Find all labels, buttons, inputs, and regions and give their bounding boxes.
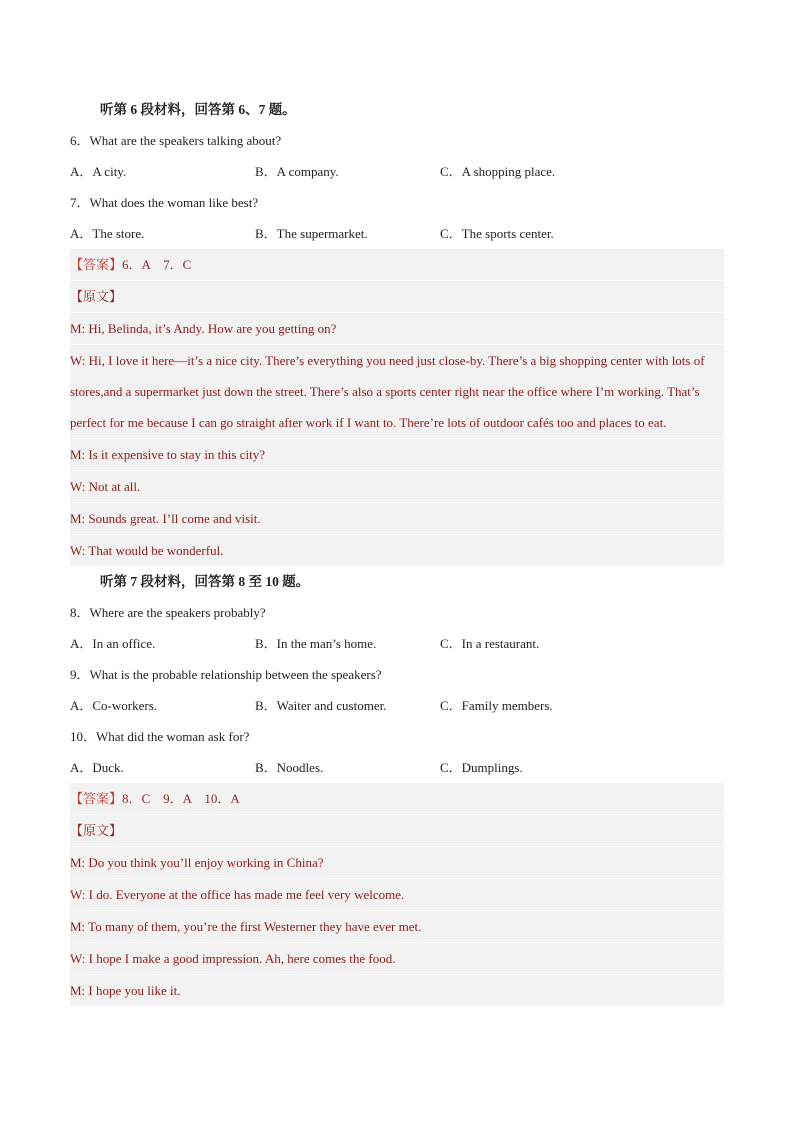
transcript-line: W: That would be wonderful. (70, 534, 724, 566)
answer-text: 6．A 7．C (122, 257, 192, 272)
answer-label: 【答案】 (70, 791, 123, 806)
option-a: A．The store. (70, 226, 145, 241)
answer-block-2 (70, 783, 724, 1006)
transcript-line: M: To many of them, you’re the first Westerner they have ever met. (70, 910, 724, 942)
option-a: A．A city. (70, 164, 127, 179)
transcript-line: W: Not at all. (70, 470, 724, 502)
document-page (70, 94, 724, 1006)
section-heading-1: 听第 6 段材料，回答第 6、7 题。 (100, 102, 296, 117)
question-10: 10．What did the woman ask for? (70, 729, 250, 744)
transcript-label-1: 【原文】 (70, 280, 724, 312)
question-8-options (70, 628, 724, 659)
option-b: B．Noodles. (255, 760, 324, 775)
answer-block-1 (70, 249, 724, 566)
option-a: A．In an office. (70, 636, 156, 651)
option-a: A．Co-workers. (70, 698, 158, 713)
option-a: A．Duck. (70, 760, 124, 775)
answer-label: 【答案】 (70, 257, 123, 272)
question-7: 7．What does the woman like best? (70, 195, 259, 210)
option-c: C．The sports center. (440, 226, 554, 241)
question-7-options (70, 218, 724, 249)
option-b: B．A company. (255, 164, 339, 179)
question-9-options (70, 690, 724, 721)
option-c: C．Family members. (440, 698, 553, 713)
question-6-options (70, 156, 724, 187)
transcript-line: M: Hi, Belinda, it’s Andy. How are you getting on? (70, 312, 724, 344)
transcript-line: W: Hi, I love it here—it’s a nice city. There’s everything you need just close-by. There’s a big shopping center with lots of stores,and a supermarket just down the street. There’s also a sports center right near the office where I’m working. That’s perfect for me because I can go straight after work if I want to. There’re lots of outdoor cafés too and places to eat. (70, 344, 724, 438)
question-10-options (70, 752, 724, 783)
transcript-line: M: Do you think you’ll enjoy working in China? (70, 846, 724, 878)
option-c: C．Dumplings. (440, 760, 523, 775)
transcript-line: M: I hope you like it. (70, 974, 724, 1006)
transcript-label-2: 【原文】 (70, 814, 724, 846)
question-9: 9．What is the probable relationship between the speakers? (70, 667, 382, 682)
question-6: 6．What are the speakers talking about? (70, 133, 282, 148)
transcript-line: M: Is it expensive to stay in this city? (70, 438, 724, 470)
option-b: B．In the man’s home. (255, 636, 377, 651)
option-b: B．The supermarket. (255, 226, 368, 241)
section-heading-2: 听第 7 段材料，回答第 8 至 10 题。 (100, 574, 310, 589)
option-b: B．Waiter and customer. (255, 698, 387, 713)
transcript-line: W: I hope I make a good impression. Ah, here comes the food. (70, 942, 724, 974)
answer-line-2 (70, 783, 724, 814)
answer-text: 8．C 9．A 10．A (122, 791, 240, 806)
transcript-line: W: I do. Everyone at the office has made me feel very welcome. (70, 878, 724, 910)
answer-line-1 (70, 249, 724, 280)
option-c: C．In a restaurant. (440, 636, 540, 651)
question-8: 8．Where are the speakers probably? (70, 605, 266, 620)
option-c: C．A shopping place. (440, 164, 556, 179)
transcript-line: M: Sounds great. I’ll come and visit. (70, 502, 724, 534)
